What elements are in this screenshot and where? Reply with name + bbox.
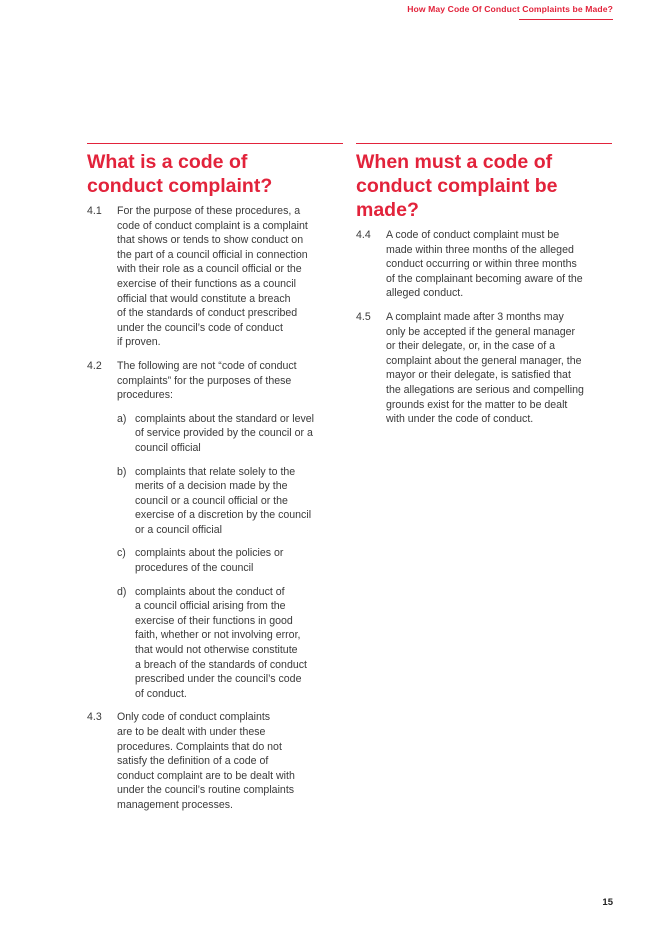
page-number: 15 [602, 897, 613, 908]
section-heading-what-is: What is a code of conduct complaint? [87, 151, 273, 197]
list-item-text: complaints about the conduct of a council official arising from the exercise of their functions in good faith, whether or not involving error, that would not otherwise constitute a breach of the standards of conduct prescribed under the council’s code of conduct. [135, 585, 307, 700]
clause-4-4 [356, 228, 612, 301]
right-column-rule [356, 143, 612, 144]
list-item-letter: d) [117, 585, 127, 598]
clause-4-2 [87, 359, 343, 701]
clause-text: For the purpose of these procedures, a code of conduct complaint is a complaint that shows or tends to show conduct on the part of a council official in connection with their role as a council official or the exercise of their functions as a council official that would constitute a breach of the standards of conduct prescribed under the council’s code of conduct if proven. [117, 205, 308, 349]
clause-text: Only code of conduct complaints are to be dealt with under these procedures. Complaints that do not satisfy the definition of a code of conduct complaint are to be dealt with under the council’s routine complaints management processes. [117, 711, 295, 811]
list-item [117, 585, 343, 702]
clause-text: A code of conduct complaint must be made within three months of the alleged conduct occurring or within three months of the complainant becoming aware of the alleged conduct. [386, 229, 583, 300]
clause-text: The following are not “code of conduct complaints” for the purposes of these procedures: [117, 359, 297, 402]
clause-number: 4.3 [87, 711, 102, 724]
list-item [117, 465, 343, 538]
list-item-letter: c) [117, 547, 126, 560]
left-column-rule [87, 143, 343, 144]
clause-4-1 [87, 204, 343, 350]
list-item [117, 546, 343, 575]
list-item-text: complaints about the policies or procedures of the council [135, 547, 284, 575]
clause-number: 4.1 [87, 205, 102, 217]
clause-4-5 [356, 310, 612, 427]
clause-4-3 [87, 710, 343, 812]
list-item-letter: b) [117, 465, 127, 478]
right-column [356, 143, 612, 436]
clause-4-2-list [117, 412, 343, 702]
clause-text: A complaint made after 3 months may only be accepted if the general manager or their delegate, or, in the case of a complaint about the general manager, the mayor or their delegate, is satisfied that the allegations are serious and compelling grounds exist for the matter to be dealt with under the code of conduct. [386, 310, 584, 426]
running-header-title: How May Code Of Conduct Complaints be Made? [407, 4, 613, 14]
clause-number: 4.4 [356, 229, 371, 241]
clause-number: 4.2 [87, 359, 102, 372]
running-header-rule [519, 19, 613, 20]
section-heading-when-must: When must a code of conduct complaint be made? [356, 151, 558, 221]
list-item-text: complaints that relate solely to the merits of a decision made by the council or a council official or the exercise of a discretion by the council or a council official [135, 465, 312, 536]
clause-number: 4.5 [356, 310, 371, 323]
list-item-letter: a) [117, 412, 127, 425]
list-item-text: complaints about the standard or level of service provided by the council or a council official [135, 412, 315, 454]
list-item [117, 412, 343, 456]
left-column [87, 143, 343, 822]
